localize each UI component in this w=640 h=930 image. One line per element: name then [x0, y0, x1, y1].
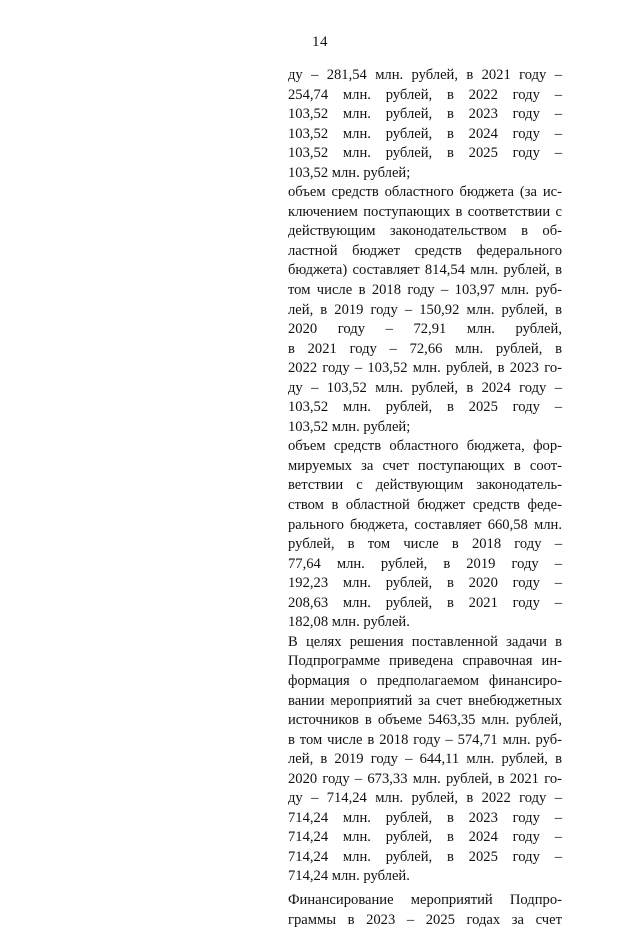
text-line: объем средств областного бюджета, фор-: [288, 438, 562, 455]
text-line: В целях решения поставленной задачи в: [288, 633, 562, 650]
text-line: ду – 281,54 млн. рублей, в 2021 году –: [288, 67, 562, 83]
text-line: ключением поступающих в соответствии с: [288, 203, 562, 220]
text-line: вании мероприятий за счет внебюджетных: [288, 692, 562, 709]
text-line: бюджета) составляет 814,54 млн. рублей, в: [288, 262, 562, 279]
text-line: 103,52 млн. рублей, в 2023 году –: [288, 106, 562, 123]
text-line: Финансирование мероприятий Подпро-: [288, 891, 562, 908]
text-line: 714,24 млн. рублей, в 2024 году –: [288, 829, 562, 846]
text-line: 103,52 млн. рублей, в 2024 году –: [288, 125, 562, 142]
text-line: 208,63 млн. рублей, в 2021 году –: [288, 594, 562, 611]
text-line: 192,23 млн. рублей, в 2020 году –: [288, 575, 562, 592]
text-line: ством в областной бюджет средств феде-: [288, 497, 562, 514]
text-line: 714,24 млн. рублей, в 2025 году –: [288, 848, 562, 865]
text-line: том числе в 2018 году – 103,97 млн. руб-: [288, 282, 562, 299]
page-number: 14: [312, 34, 328, 50]
text-line: в том числе в 2018 году – 574,71 млн. руб-: [288, 731, 562, 748]
text-line: граммы в 2023 – 2025 годах за счет: [288, 911, 562, 928]
text-line: 714,24 млн. рублей.: [288, 868, 410, 885]
text-line: формация о предполагаемом финансиро-: [288, 672, 562, 689]
text-line: 254,74 млн. рублей, в 2022 году –: [288, 86, 562, 103]
text-line: рублей, в том числе в 2018 году –: [288, 536, 562, 553]
text-line: 2020 году – 72,91 млн. рублей,: [288, 321, 562, 338]
text-line: 182,08 млн. рублей.: [288, 614, 410, 631]
text-line: ластной бюджет средств федерального: [288, 242, 562, 259]
text-line: Подпрограмме приведена справочная ин-: [288, 653, 562, 670]
text-line: 103,52 млн. рублей, в 2025 году –: [288, 399, 562, 416]
text-line: ду – 103,52 млн. рублей, в 2024 году –: [288, 379, 562, 396]
text-line: ветствии с действующим законодатель-: [288, 477, 562, 494]
text-line: объем средств областного бюджета (за ис-: [288, 184, 562, 201]
text-line: 2020 году – 673,33 млн. рублей, в 2021 го-: [288, 770, 562, 787]
text-line: 103,52 млн. рублей;: [288, 164, 411, 181]
text-line: 2022 году – 103,52 млн. рублей, в 2023 го-: [288, 360, 562, 377]
text-line: 714,24 млн. рублей, в 2023 году –: [288, 809, 562, 826]
text-column: [288, 66, 562, 930]
text-line: действующим законодательством в об-: [288, 223, 562, 240]
text-line: лей, в 2019 году – 150,92 млн. рублей, в: [288, 301, 562, 318]
text-line: мируемых за счет поступающих в соот-: [288, 457, 562, 474]
text-line: 103,52 млн. рублей;: [288, 418, 411, 435]
text-line: рального бюджета, составляет 660,58 млн.: [288, 516, 562, 533]
text-line: 77,64 млн. рублей, в 2019 году –: [288, 555, 562, 572]
text-line: лей, в 2019 году – 644,11 млн. рублей, в: [288, 751, 562, 768]
text-line: ду – 714,24 млн. рублей, в 2022 году –: [288, 790, 562, 807]
text-line: источников в объеме 5463,35 млн. рублей,: [288, 712, 562, 729]
text-line: 103,52 млн. рублей, в 2025 году –: [288, 145, 562, 162]
text-line: в 2021 году – 72,66 млн. рублей, в: [288, 340, 562, 357]
